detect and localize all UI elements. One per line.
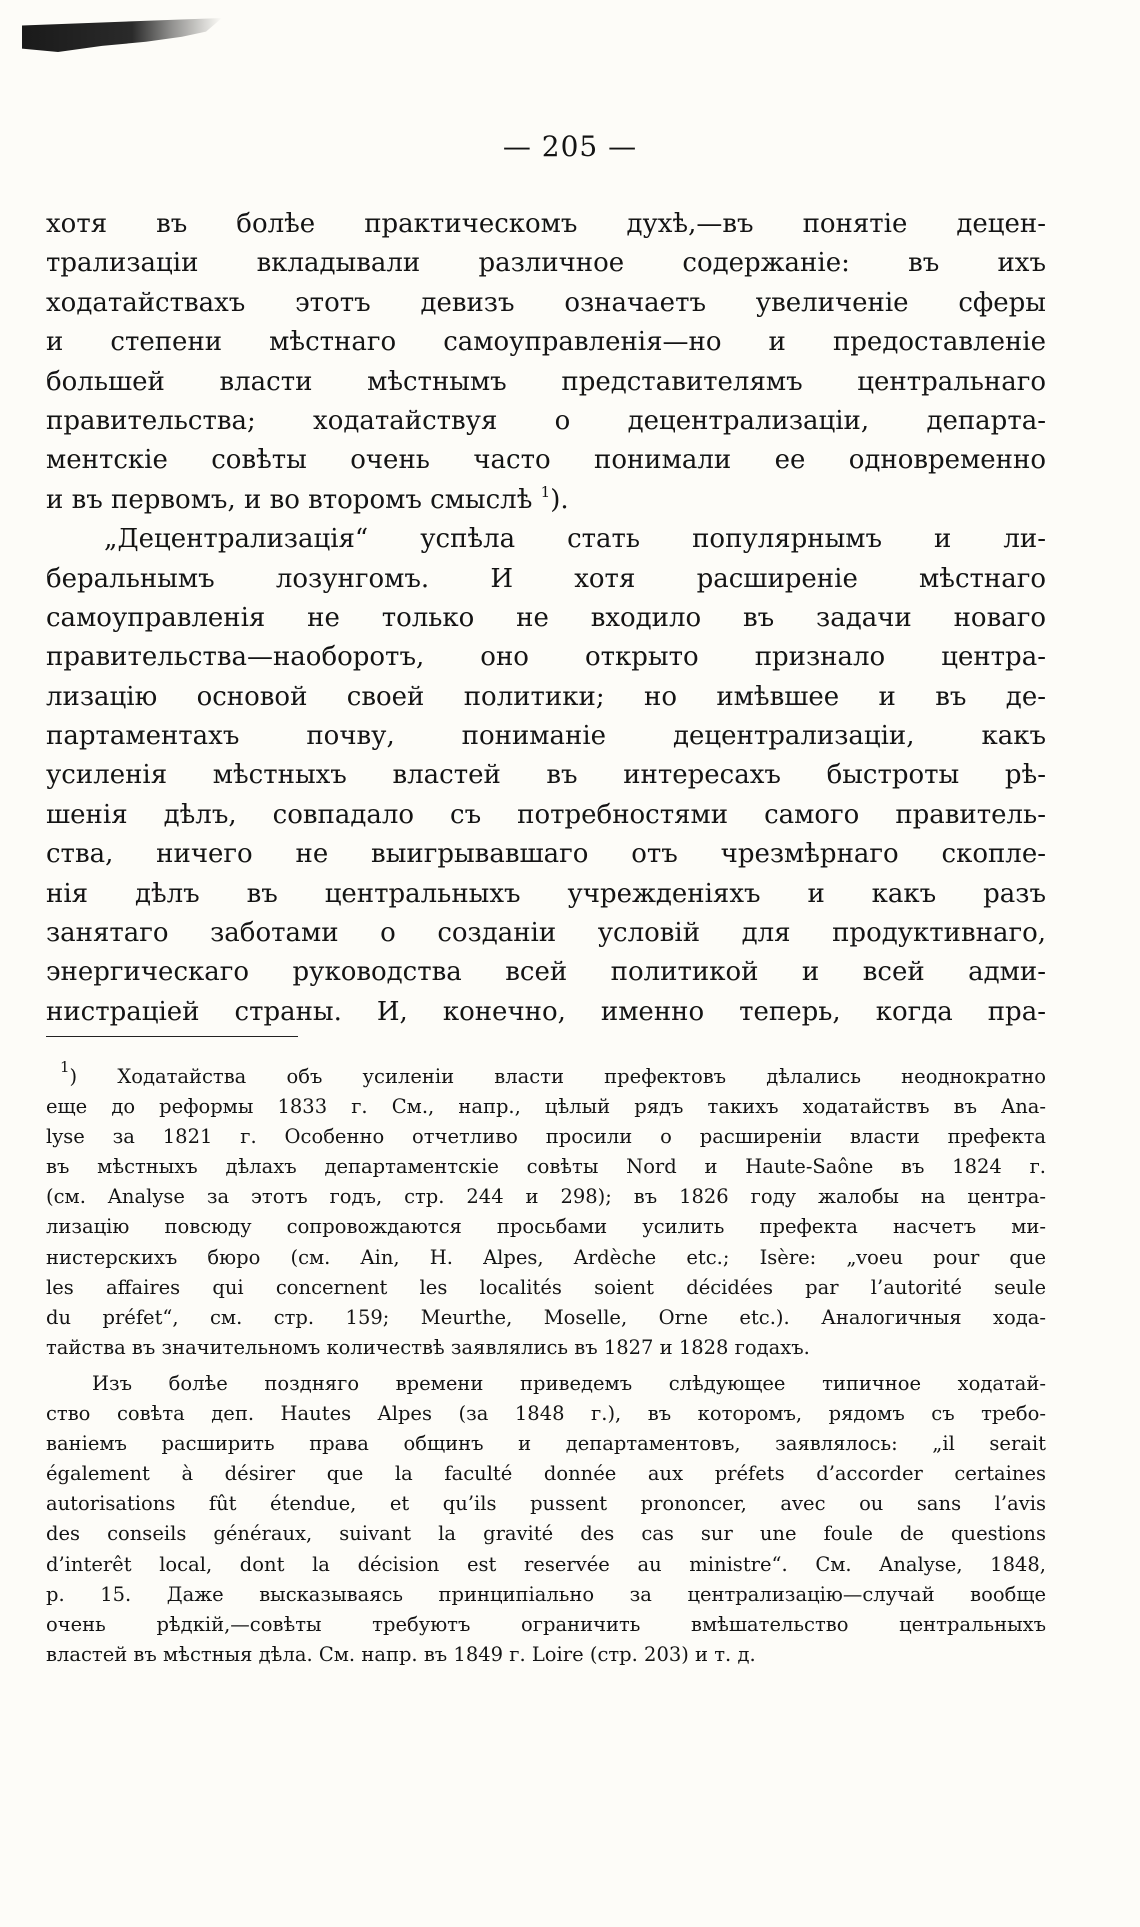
footnote-line: d’interêt local, dont la décision est reservée au ministre“. См. Analyse, 1848, [46, 1552, 1046, 1576]
text-line: ства, ничего не выигрывавшаго отъ чрезмѣрнаго скопле- [46, 839, 1046, 870]
text-line: хотя въ болѣе практическомъ духѣ,—въ понятіе децен- [46, 209, 1046, 239]
footnote-line: les affaires qui concernent les localités soient décidées par l’autorité seule [46, 1275, 1046, 1299]
text-line: ходатайствахъ этотъ девизъ означаетъ увеличеніе сферы [46, 287, 1046, 318]
text-line: занятаго заботами о созданіи условій для продуктивнаго, [46, 918, 1046, 949]
footnote-line: des conseils généraux, suivant la gravité des cas sur une foule de questions [46, 1522, 1046, 1546]
text-line: большей власти мѣстнымъ представителямъ центральнаго [46, 366, 1046, 397]
footnote-line: лизацію повсюду сопровождаются просьбами усилить префекта насчетъ ми- [46, 1215, 1046, 1239]
text-line: усиленія мѣстныхъ властей въ интересахъ быстроты рѣ- [46, 760, 1046, 791]
text-line-content: и въ первомъ, и во второмъ смыслѣ [46, 484, 533, 515]
main-text [46, 205, 1046, 1032]
footnote-line: (см. Analyse за этотъ годъ, стр. 244 и 298); въ 1826 году жалобы на центра- [46, 1185, 1046, 1209]
text-line: „Децентрализація“ успѣла стать популярнымъ и ли- [104, 524, 1046, 555]
text-line: нистраціей страны. И, конечно, именно теперь, когда пра- [46, 996, 1046, 1027]
footnote-line: еще до реформы 1833 г. См., напр., цѣлый рядъ такихъ ходатайствъ въ Ana- [46, 1095, 1046, 1119]
text-line: правительства—наоборотъ, оно открыто признало центра- [46, 642, 1046, 673]
text-line: и степени мѣстнаго самоуправленія—но и предоставленіе [46, 327, 1046, 358]
scan-artifact [22, 18, 222, 52]
footnote-line: нистерскихъ бюро (см. Ain, H. Alpes, Ardèche etc.; Isère: „voeu pour que [46, 1245, 1046, 1269]
footnote-line: очень рѣдкій,—совѣты требуютъ ограничить вмѣшательство центральныхъ [46, 1612, 1046, 1636]
footnote-divider [46, 1036, 298, 1037]
footnote-line: тайства въ значительномъ количествѣ заявлялись въ 1827 и 1828 годахъ. [46, 1335, 810, 1359]
footnote-line: властей въ мѣстныя дѣла. См. напр. въ 1849 г. Loire (стр. 203) и т. д. [46, 1642, 756, 1666]
page-number: — 205 — [502, 130, 638, 163]
text-line: шенія дѣлъ, совпадало съ потребностями самого правитель- [46, 799, 1046, 830]
text-line: самоуправленія не только не входило въ задачи новаго [46, 602, 1046, 633]
footnote-line: ваніемъ расширить права общинъ и департаментовъ, заявлялось: „il serait [46, 1432, 1046, 1456]
footnote-line: également à désirer que la faculté donnée aux préfets d’accorder certaines [46, 1462, 1046, 1486]
footnote-line: lyse за 1821 г. Особенно отчетливо просили о расширеніи власти префекта [46, 1125, 1046, 1149]
footnote-reference-tail: ). [550, 484, 569, 515]
text-line: нія дѣлъ въ центральныхъ учрежденіяхъ и какъ разъ [46, 878, 1046, 909]
footnote-line-content: ) Ходатайства объ усиленіи власти префектовъ дѣлались неоднократно [69, 1065, 1046, 1088]
text-line [46, 481, 1046, 520]
footnote-reference[interactable]: 1 [540, 482, 551, 501]
text-line: лизацію основой своей политики; но имѣвшее и въ де- [46, 681, 1046, 712]
footnote-line: Изъ болѣе поздняго времени приведемъ слѣдующее типичное ходатай- [92, 1371, 1046, 1395]
footnote-line: du préfet“, см. стр. 159; Meurthe, Moselle, Orne etc.). Аналогичныя хода- [46, 1305, 1046, 1329]
footnote-line: ство совѣта деп. Hautes Alpes (за 1848 г.), въ которомъ, рядомъ съ требо- [46, 1402, 1046, 1426]
footnote-line: autorisations fût étendue, et qu’ils pussent prononcer, avec ou sans l’avis [46, 1492, 1046, 1516]
text-line: правительства; ходатайствуя о децентрализаціи, департа- [46, 405, 1046, 436]
footnote-line [46, 1058, 1046, 1092]
text-line: трализаціи вкладывали различное содержаніе: въ ихъ [46, 248, 1046, 279]
footnote-marker: 1 [60, 1058, 70, 1076]
text-line: беральнымъ лозунгомъ. И хотя расширеніе мѣстнаго [46, 563, 1046, 594]
footnotes [46, 1058, 1046, 1670]
text-line: партаментахъ почву, пониманіе децентрализаціи, какъ [46, 721, 1046, 752]
text-line: ментскіе совѣты очень часто понимали ее одновременно [46, 445, 1046, 476]
text-line: энергическаго руководства всей политикой и всей адми- [46, 957, 1046, 988]
footnote-line: въ мѣстныхъ дѣлахъ департаментскіе совѣты Nord и Haute-Saône въ 1824 г. [46, 1155, 1046, 1179]
footnote-line: р. 15. Даже высказываясь принципіально за централизацію—случай вообще [46, 1582, 1046, 1606]
